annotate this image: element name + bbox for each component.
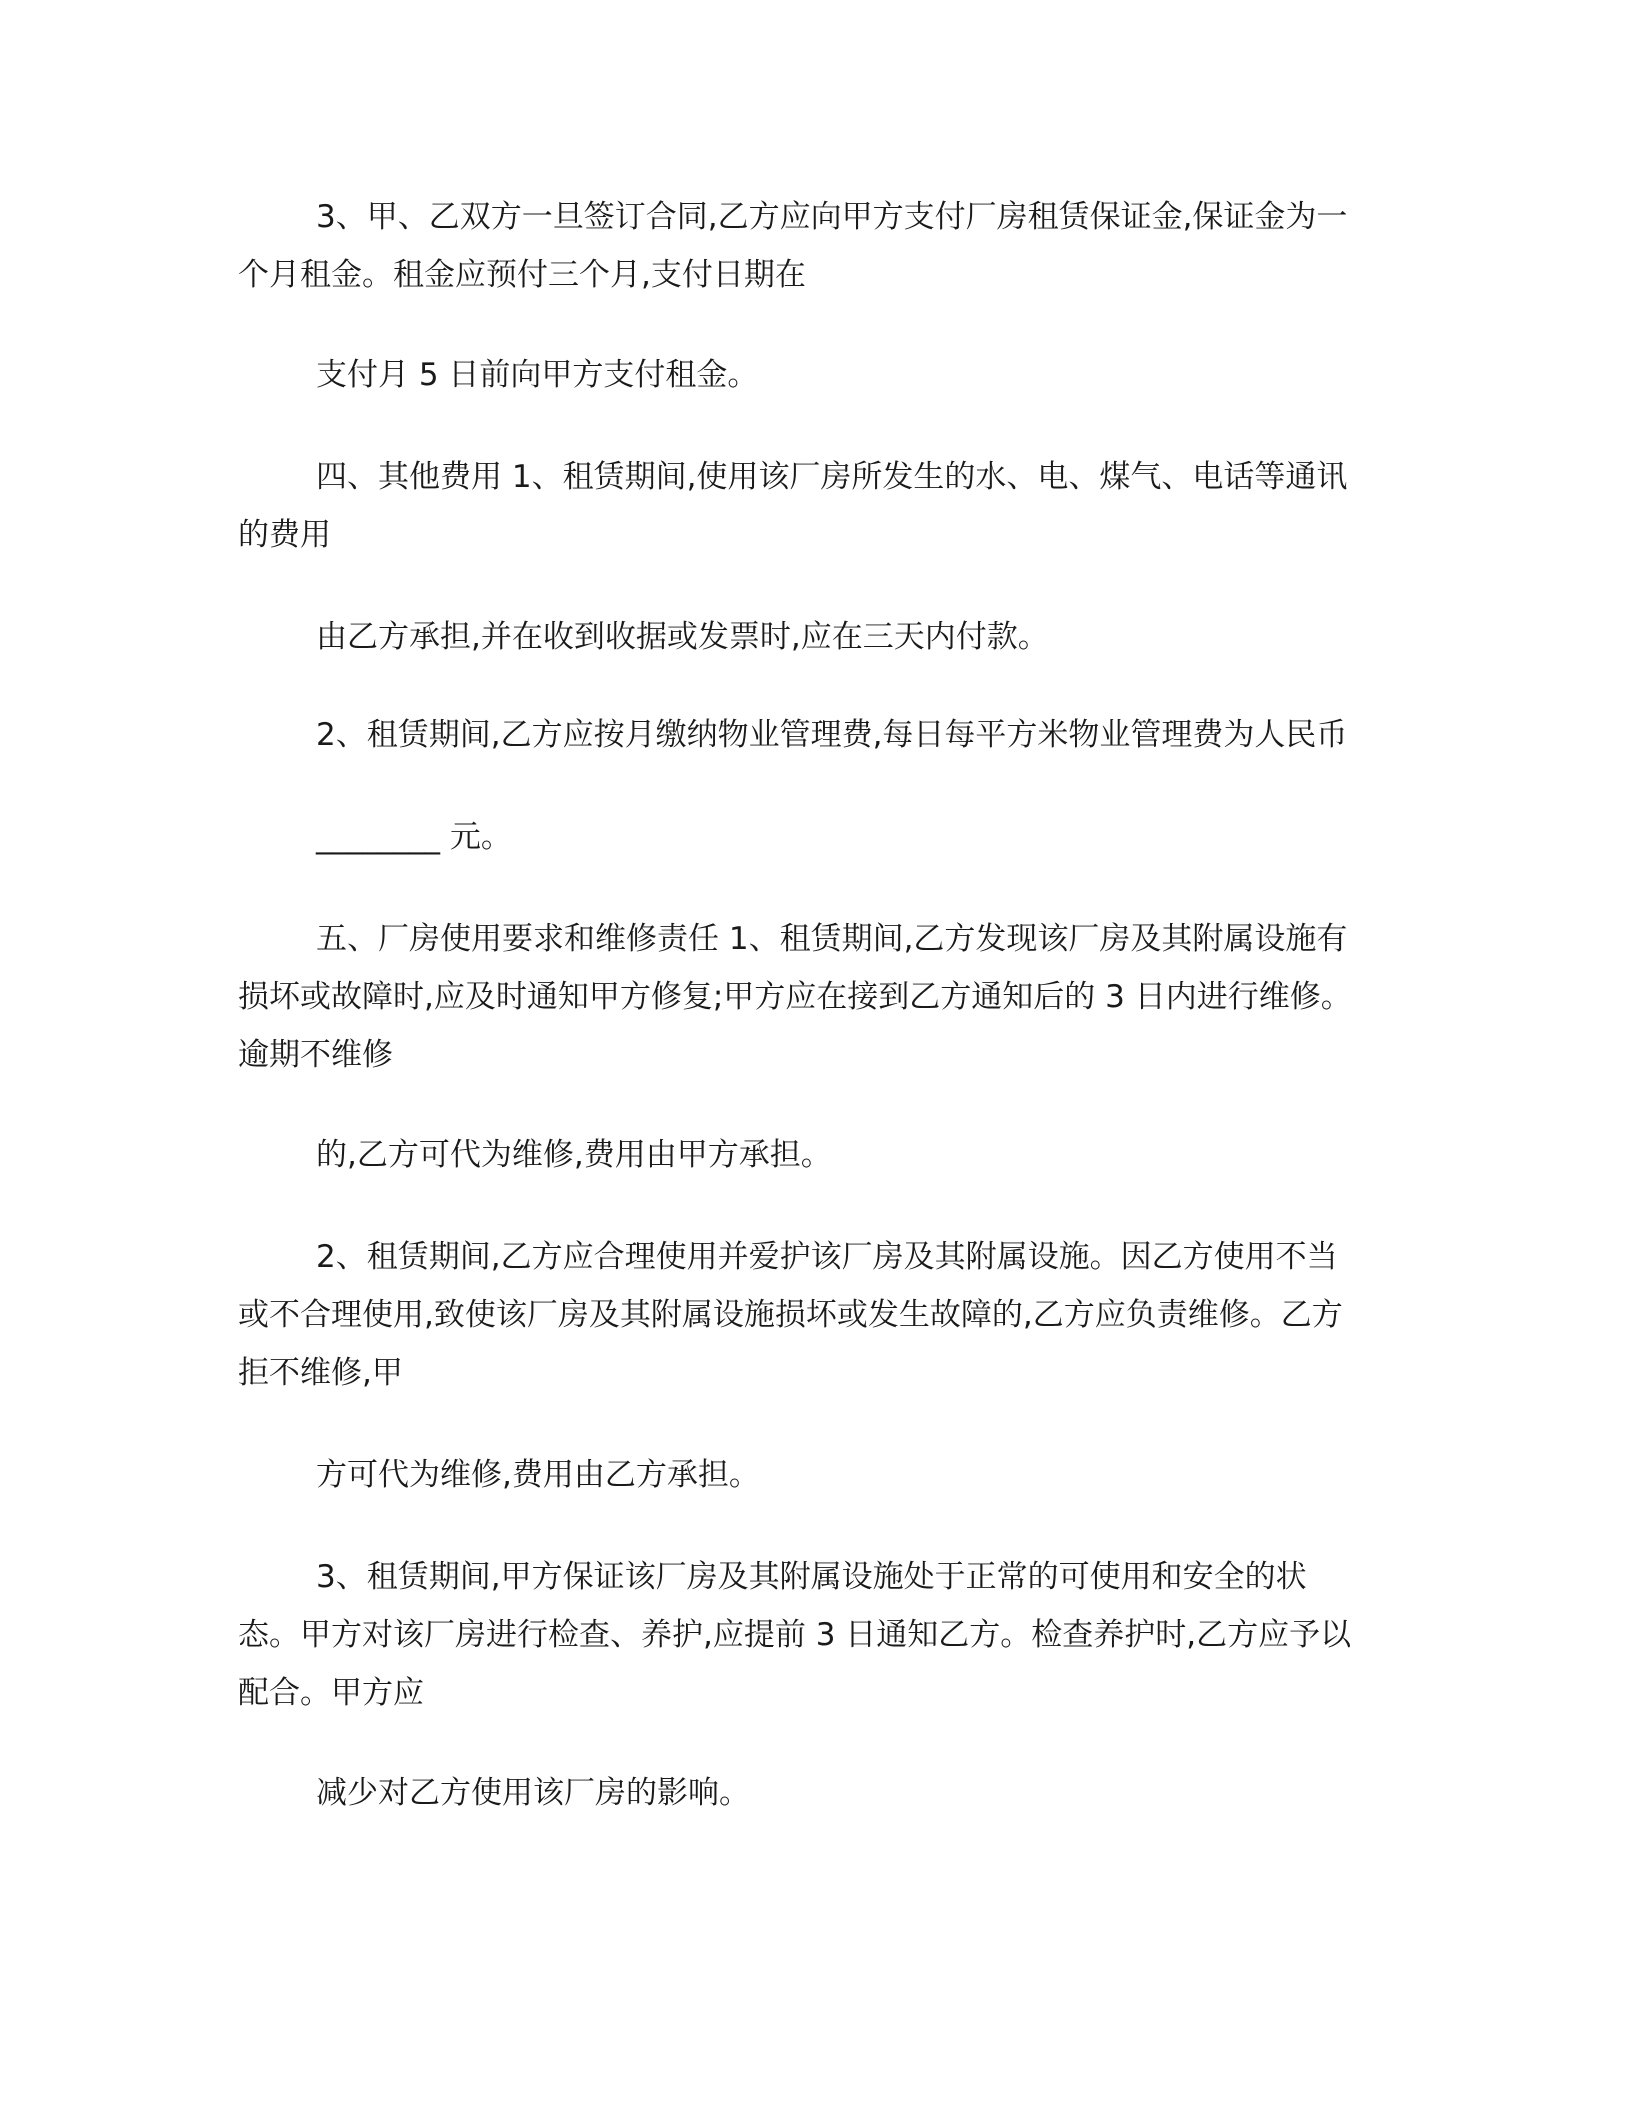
- paragraph-fee-amount: [238, 808, 1378, 866]
- text-line: 3、租赁期间,甲方保证该厂房及其附属设施处于正常的可使用和安全的状: [316, 1559, 1307, 1595]
- text-line: 配合。甲方应: [238, 1675, 424, 1711]
- text-line: 或不合理使用,致使该厂房及其附属设施损坏或发生故障的,乙方应负责维修。乙方: [238, 1297, 1343, 1333]
- text-line: ________ 元。: [316, 819, 512, 855]
- paragraph-reduce-impact: [238, 1764, 1378, 1822]
- text-line: 3、甲、乙双方一旦签订合同,乙方应向甲方支付厂房租赁保证金,保证金为一: [316, 199, 1348, 235]
- text-line: 的,乙方可代为维修,费用由甲方承担。: [316, 1137, 832, 1173]
- text-line: 态。甲方对该厂房进行检查、养护,应提前 3 日通知乙方。检查养护时,乙方应予以: [238, 1617, 1352, 1653]
- text-line: 五、厂房使用要求和维修责任 1、租赁期间,乙方发现该厂房及其附属设施有: [316, 921, 1348, 957]
- text-line: 逾期不维修: [238, 1037, 393, 1073]
- text-line: 2、租赁期间,乙方应按月缴纳物业管理费,每日每平方米物业管理费为人民币: [316, 717, 1348, 753]
- paragraph-repair-cost: [238, 1126, 1378, 1184]
- paragraph-landlord-repair: [238, 1446, 1378, 1504]
- text-line: 拒不维修,甲: [238, 1355, 403, 1391]
- text-line: 个月租金。租金应预付三个月,支付日期在: [238, 257, 806, 293]
- text-line: 2、租赁期间,乙方应合理使用并爱护该厂房及其附属设施。因乙方使用不当: [316, 1239, 1338, 1275]
- text-line: 损坏或故障时,应及时通知甲方修复;甲方应在接到乙方通知后的 3 日内进行维修。: [238, 979, 1352, 1015]
- paragraph-other-fees: [238, 448, 1378, 564]
- paragraph-rent-payment: [238, 346, 1378, 404]
- paragraph-property-fee: [238, 706, 1378, 764]
- text-line: 四、其他费用 1、租赁期间,使用该厂房所发生的水、电、煤气、电话等通讯: [316, 459, 1348, 495]
- text-line: 的费用: [238, 517, 331, 553]
- paragraph-safety: [238, 1548, 1378, 1722]
- paragraph-fee-bearer: [238, 608, 1378, 666]
- paragraph-deposit: [238, 188, 1378, 304]
- text-line: 方可代为维修,费用由乙方承担。: [316, 1457, 760, 1493]
- text-line: 减少对乙方使用该厂房的影响。: [316, 1775, 750, 1811]
- text-line: 由乙方承担,并在收到收据或发票时,应在三天内付款。: [316, 619, 1049, 655]
- text-line: 支付月 5 日前向甲方支付租金。: [316, 357, 759, 393]
- paragraph-proper-use: [238, 1228, 1378, 1402]
- paragraph-maintenance: [238, 910, 1378, 1084]
